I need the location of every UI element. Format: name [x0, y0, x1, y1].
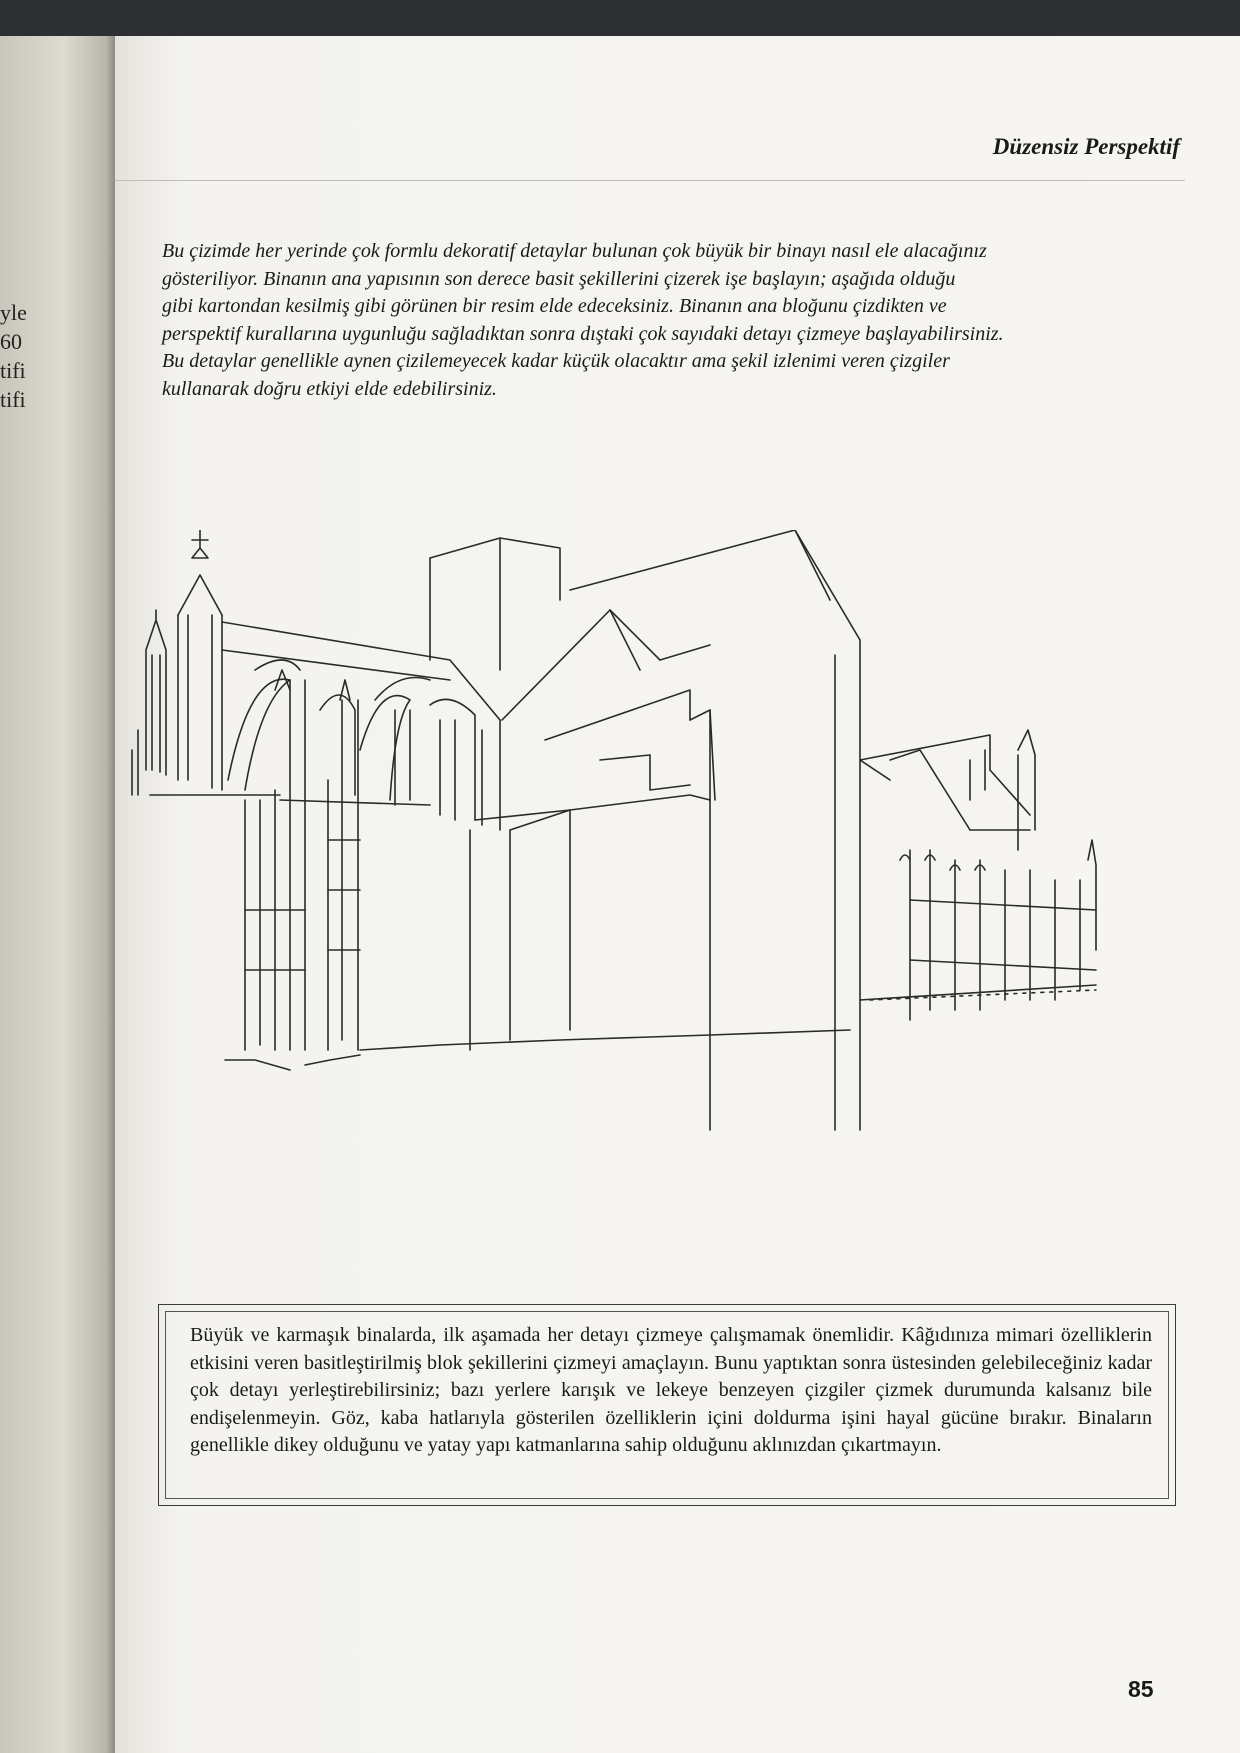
intro-paragraph: [162, 238, 1177, 403]
intro-line: gibi kartondan kesilmiş gibi görünen bir resim elde edeceksiniz. Binanın ana bloğunu çizdikten ve: [162, 295, 947, 317]
edge-line: yle: [0, 300, 27, 325]
edge-line: tifi: [0, 387, 26, 412]
intro-line: perspektif kurallarına uygunluğu sağladıktan sonra dıştaki çok sayıdaki detayı çizmeye başlayabilirsiniz.: [162, 322, 1004, 345]
header-rule: [115, 180, 1185, 181]
edge-line: tifi: [0, 358, 26, 383]
running-header: Düzensiz Perspektif: [992, 134, 1180, 159]
previous-page-edge-text: [0, 298, 32, 414]
intro-line: gösteriliyor. Binanın ana yapısının son derece basit şekillerini çizerek işe başlayın; aşağıda olduğu: [162, 267, 956, 290]
intro-line: Bu detaylar genellikle aynen çizilemeyecek kadar küçük olacaktır ama şekil izlenimi veren çizgiler: [162, 350, 950, 372]
intro-line: Bu çizimde her yerinde çok formlu dekoratif detaylar bulunan çok büyük bir binayı nasıl ele alacağınız: [162, 240, 987, 262]
cathedral-sketch: [130, 530, 1230, 1190]
intro-line: kullanarak doğru etkiyi elde edebilirsiniz.: [162, 377, 497, 400]
page-number: 85: [1128, 1676, 1154, 1702]
book-spine: [0, 36, 115, 1753]
edge-line: 60: [0, 329, 22, 354]
tip-box: [158, 1304, 1176, 1506]
tip-box-text: Büyük ve karmaşık binalarda, ilk aşamada her detayı çizmeye çalışmamak önemlidir. Kâğıdınıza mimari özelliklerin etkisini veren basitleştirilmiş blok şekillerini çizmeyi amaçlayın. Bunu yaptıktan sonra üstesinden gelebileceğiniz kadar çok detayı yerleştirebilirsiniz; bazı yerlere karışık ve lekeye benzeyen çizgiler çizmek durumunda kalsanız bile endişelenmeyin. Göz, kaba hatlarıyla gösterilen özelliklerin içini doldurma işini hayal gücüne bırakır. Binaların genellikle dikey olduğunu ve yatay yapı katmanlarına sahip olduğunu aklınızdan çıkartmayın.: [165, 1311, 1169, 1499]
cathedral-sketch-svg: [130, 530, 1230, 1190]
scan-top-edge: [0, 0, 1240, 36]
